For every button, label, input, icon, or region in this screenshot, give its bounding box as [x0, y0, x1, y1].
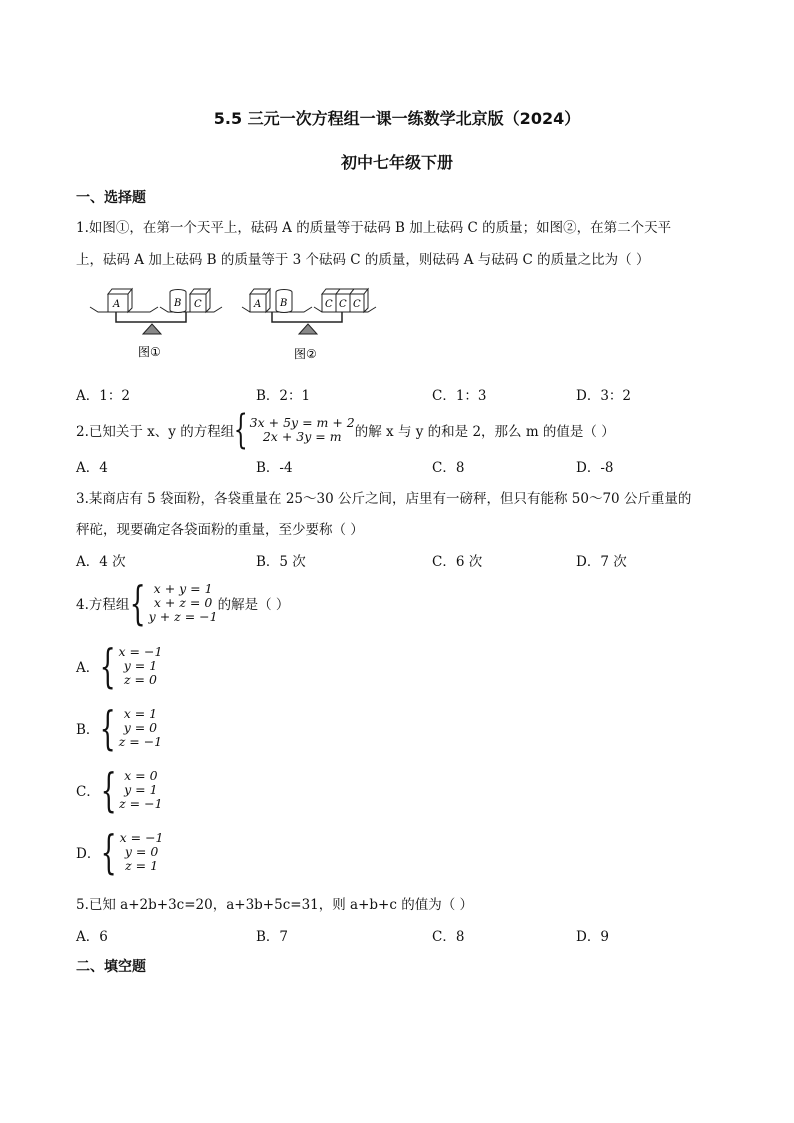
- q1-option-a[interactable]: A．1：2: [76, 388, 130, 404]
- q5-option-a[interactable]: A．6: [76, 929, 108, 945]
- q3-line1: 3.某商店有 5 袋面粉，各袋重量在 25～30 公斤之间，店里有一磅秤，但只有能称 50～70 公斤重量的: [76, 491, 692, 507]
- q4-eq2: x + z = 0: [153, 595, 213, 610]
- q4-option-b[interactable]: [76, 701, 163, 755]
- q3-option-c[interactable]: C．6 次: [432, 554, 483, 570]
- q4-d-eq3: z = 1: [125, 858, 159, 873]
- brace-icon: {: [233, 407, 248, 453]
- q4-option-a-label: A．: [76, 660, 100, 676]
- fig2-label-c1: C: [325, 299, 333, 310]
- q4-stem: [76, 576, 290, 630]
- q3-option-d[interactable]: D．7 次: [576, 554, 627, 570]
- weight-cylinder-b: [170, 290, 186, 313]
- weight-cube-c3: [350, 289, 368, 312]
- q4-suffix: 的解是（ ）: [217, 597, 290, 613]
- q5-option-b[interactable]: B．7: [256, 929, 289, 945]
- q2-eq2: 2x + 3y = m: [262, 429, 342, 444]
- fig2-label-c3: C: [353, 299, 361, 310]
- q4-option-c-label: C．: [76, 784, 100, 800]
- q4-a-eq2: y = 1: [123, 658, 158, 673]
- q4-c-eq1: x = 0: [124, 768, 158, 783]
- q4-b-eq3: z = −1: [118, 734, 163, 749]
- q2-system: [233, 407, 355, 453]
- weight-cylinder-b: [276, 290, 292, 313]
- brace-icon: {: [129, 576, 147, 630]
- q4-d-eq1: x = −1: [119, 830, 164, 845]
- q1-option-d[interactable]: D．3：2: [576, 388, 632, 404]
- q3-line2: 秤砣，现要确定各袋面粉的重量，至少要称（ ）: [76, 522, 364, 538]
- page-title: 5.5 三元一次方程组一课一练数学北京版（2024）: [213, 109, 581, 128]
- brace-icon: {: [99, 639, 116, 693]
- q4-b-eq1: x = 1: [123, 706, 158, 721]
- q1-option-c[interactable]: C．1：3: [432, 388, 487, 404]
- q2-option-a[interactable]: A．4: [76, 460, 108, 476]
- q4-eq3: y + z = −1: [148, 609, 218, 624]
- fig2-label-a: A: [254, 299, 262, 310]
- q4-b-eq2: y = 0: [123, 720, 158, 735]
- q4-option-a[interactable]: [76, 639, 163, 693]
- fig2-caption: 图②: [294, 347, 317, 361]
- brace-icon: {: [100, 825, 118, 879]
- weight-cube-a: [108, 289, 132, 312]
- q1-line1: 1.如图①，在第一个天平上，砝码 A 的质量等于砝码 B 加上砝码 C 的质量；如图②，在第二个天平: [76, 220, 672, 236]
- page-subtitle: 初中七年级下册: [340, 153, 453, 172]
- balance-figures: [86, 282, 386, 366]
- q4-eq1: x + y = 1: [153, 581, 213, 596]
- q4-system: [129, 576, 218, 630]
- q1-line2: 上，砝码 A 加上砝码 B 的质量等于 3 个砝码 C 的质量，则砝码 A 与砝码 C 的质量之比为（ ）: [76, 252, 650, 268]
- q4-d-eq2: y = 0: [124, 844, 159, 859]
- q4-prefix: 4.方程组: [76, 597, 130, 613]
- q4-option-d-label: D．: [76, 846, 101, 862]
- fig2-label-b: B: [280, 298, 288, 309]
- q2-eq1: 3x + 5y = m + 2: [249, 415, 355, 430]
- weight-cube-a: [250, 289, 270, 312]
- q2-stem: [76, 407, 615, 453]
- q4-option-c[interactable]: [76, 763, 163, 817]
- fig2-label-c2: C: [339, 299, 347, 310]
- q2-option-c[interactable]: C．8: [432, 460, 465, 476]
- section-heading-choice: 一、选择题: [76, 190, 146, 206]
- q5-option-c[interactable]: C．8: [432, 929, 465, 945]
- brace-icon: {: [100, 701, 117, 755]
- balance-figure-1: [90, 289, 222, 359]
- fig1-caption: 图①: [138, 345, 161, 359]
- q5-option-d[interactable]: D．9: [576, 929, 609, 945]
- q4-c-eq2: y = 1: [124, 782, 158, 797]
- weight-cube-c: [190, 289, 210, 312]
- q4-option-b-label: B．: [76, 722, 100, 738]
- q2-option-b[interactable]: B．-4: [256, 460, 293, 476]
- q4-a-eq1: x = −1: [118, 644, 163, 659]
- q2-prefix: 2.已知关于 x、y 的方程组: [76, 424, 235, 440]
- q5-stem: 5.已知 a+2b+3c=20，a+3b+5c=31，则 a+b+c 的值为（ ）: [76, 897, 474, 913]
- balance-figure-2: [242, 289, 376, 361]
- q4-a-eq3: z = 0: [124, 672, 157, 687]
- brace-icon: {: [100, 763, 117, 817]
- fig1-label-b: B: [174, 298, 182, 309]
- q2-suffix: 的解 x 与 y 的和是 2，那么 m 的值是（ ）: [354, 424, 615, 440]
- section-heading-fill: 二、填空题: [76, 959, 146, 975]
- q4-c-eq3: z = −1: [119, 796, 163, 811]
- q1-option-b[interactable]: B．2：1: [256, 388, 311, 404]
- q4-option-d[interactable]: [76, 825, 164, 879]
- fig1-label-c: C: [194, 299, 202, 310]
- fig1-label-a: A: [113, 299, 121, 310]
- q3-option-b[interactable]: B．5 次: [256, 554, 306, 570]
- q2-option-d[interactable]: D．-8: [576, 460, 614, 476]
- q3-option-a[interactable]: A．4 次: [76, 554, 126, 570]
